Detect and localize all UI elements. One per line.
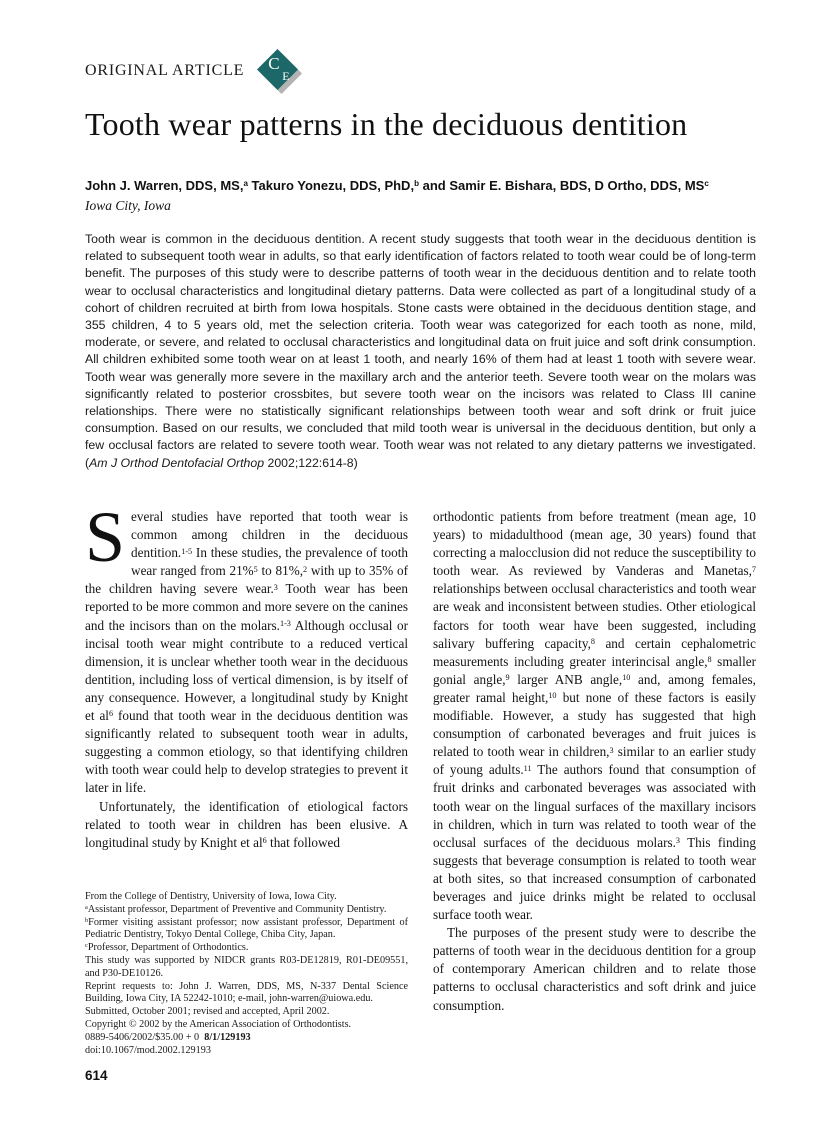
footnote-line: Copyright © 2002 by the American Association of Orthodontists. (85, 1018, 352, 1030)
body-paragraph: The purposes of the present study were to describe the patterns of tooth wear in the deciduous dentition for a group of contemporary American children and to relate those patterns to occlusal characteristics and soft drink and juice consumption. (433, 925, 756, 1013)
footnote-line: $^a$Assistant professor, Department of Preventive and Community Dentistry. (85, 903, 387, 915)
page-number: 614 (85, 1068, 108, 1083)
footnote-line: This study was supported by NIDCR grants R03-DE12819, R01-DE09551, and P30-DE10126. (85, 954, 408, 979)
body-paragraph: orthodontic patients from before treatment (mean age, 10 years) to midadulthood (mean age, 30 years) found that correcting a malocclusion did not reduce the susceptibility to tooth wear. As reviewed by Vanderas and Manetas,$^7$ relationships between occlusal characteristics and tooth wear are weak and inconsistent between studies. Other etiological factors for tooth wear have been suggested, including salivary buffering capacity,$^8$ and certain cephalometric measurements including greater interincisal angle,$^8$ smaller gonial angle,$^9$ larger ANB angle,$^{10}$ and, among females, greater ramal height,$^{10}$ but none of these factors is easily modifiable. However, a study has suggested that high consumption of carbonated beverages and fruit juices is related to tooth wear in children,$^3$ similar to an earlier study of young adults.$^{11}$ The authors found that consumption of fruit drinks and carbonated beverages was associated with tooth wear on the lingual surfaces of the maxillary incisors in children, which in turn was related to tooth wear of the occlusal surfaces of the deciduous molars.$^3$ This finding suggests that beverage consumption is related to tooth wear at both sites, so that increased consumption of carbonated beverages and juice drinks might be related to occlusal surface tooth wear. (433, 509, 756, 923)
ce-logo-letter-e: E (282, 69, 290, 83)
footnote-line: $^c$Professor, Department of Orthodontics. (85, 942, 249, 954)
footnote-line: From the College of Dentistry, University of Iowa, Iowa City. (85, 891, 337, 902)
article-type-label: ORIGINAL ARTICLE (85, 62, 245, 79)
drop-cap: S (85, 508, 126, 577)
footnote-line: $^b$Former visiting assistant professor; now assistant professor, Department of Pediatric Dentistry, Tokyo Dental College, Chiba City, Japan. (85, 916, 408, 941)
article-title: Tooth wear patterns in the deciduous dentition (85, 106, 688, 142)
footnote-line: 0889-5406/2002/$35.00 + 0 8/1/129193 (85, 1031, 251, 1043)
abstract-text: Tooth wear is common in the deciduous dentition. A recent study suggests that tooth wear in the deciduous dentition is related to subsequent tooth wear in adults, so that early identification of factors related to tooth wear could be of long-term benefit. The purposes of this study were to describe patterns of tooth wear in the deciduous dentition and to relate tooth wear to occlusal characteristics and longitudinal dietary patterns. Data were collected as part of a longitudinal study of a cohort of children recruited at birth from Iowa hospitals. Stone casts were obtained in the deciduous dentition stage, and 355 children, 4 to 5 years old, met the selection criteria. Tooth wear was categorized for each tooth as none, mild, moderate, or severe, and related to occlusal characteristics and longitudinal data on fruit juice and soft drink consumption. All children exhibited some tooth wear on at least 1 tooth, and nearly 16% of them had at least 1 tooth with severe wear. Tooth wear was generally more severe in the maxillary arch and the anterior teeth. Severe tooth wear on the molars was significantly related to posterior crossbites, but severe tooth wear on the incisors was related to Class III canine relationships. There were no statistically significant relationships between tooth wear and soft drink or fruit juice consumption. Based on our results, we concluded that mild tooth wear is universal in the deciduous dentition, but only a few occlusal factors are related to severe tooth wear. Tooth wear was not related to any dietary patterns we investigated. (Am J Orthod Dentofacial Orthop 2002;122:614-8) (85, 232, 756, 470)
article-header (85, 46, 304, 96)
ce-logo-letter-c: C (268, 54, 280, 73)
body-column-left (85, 508, 408, 888)
footnotes-block (85, 891, 408, 1057)
footnote-line: doi:10.1067/mod.2002.129193 (85, 1044, 211, 1056)
authors-line: John J. Warren, DDS, MS,$^a$ Takuro Yonezu, DDS, PhD,$^b$ and Samir E. Bishara, BDS, D Ortho, DDS, $MS^c$ (85, 178, 709, 193)
body-column-right (433, 508, 756, 1015)
body-paragraph (85, 508, 408, 798)
paragraph-text: everal studies have reported that tooth wear is common among children in the deciduous dentition.$^{1-5}$ In these studies, the prevalence of tooth wear ranged from 21%$^5$ to 81%,$^2$ with up to 35% of the children having severe wear.$^3$ Tooth wear has been reported to be more common and more severe on the canines and the incisors than on the molars.$^{1-3}$ Although occlusal or incisal tooth wear might contribute to a reduced vertical dimension, it is unclear whether tooth wear in the deciduous dentition, including loss of vertical dimension, is by itself of any consequence. However, a longitudinal study by Knight et $al^6$ found that tooth wear in the deciduous dentition was significantly related to subsequent tooth wear in adults, suggesting a common etiology, so that identifying children with tooth wear could help to develop strategies to prevent it later in life. (85, 509, 408, 796)
author-location: Iowa City, Iowa (85, 198, 171, 213)
ce-logo (254, 46, 304, 96)
footnote-line: Submitted, October 2001; revised and accepted, April 2002. (85, 1006, 330, 1018)
body-paragraph: Unfortunately, the identification of etiological factors related to tooth wear in children has been elusive. A longitudinal study by Knight et $al^6$ that followed (85, 798, 408, 850)
footnote-line: Reprint requests to: John J. Warren, DDS, MS, N-337 Dental Science Building, Iowa City, IA 52242-1010; e-mail, john-warren@uiowa.edu. (85, 980, 408, 1005)
